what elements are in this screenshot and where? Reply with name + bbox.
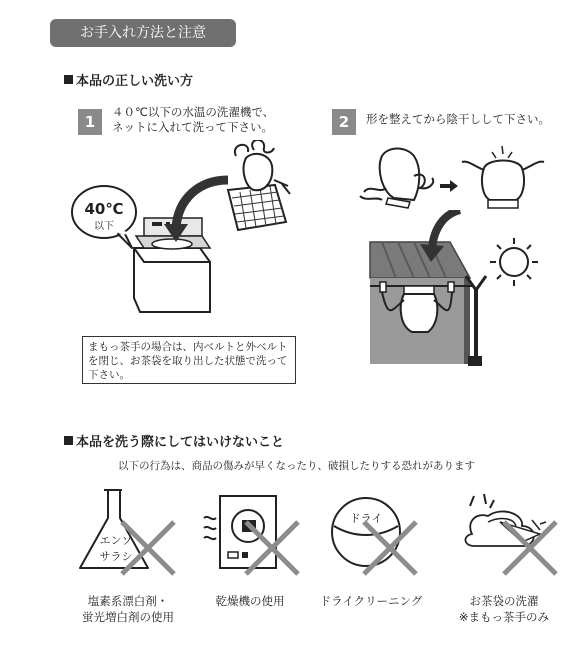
laundry-net-icon bbox=[228, 140, 290, 230]
section-heading-correct-wash bbox=[64, 70, 193, 89]
caption-bleach: 塩素系漂白剤・ 蛍光増白剤の使用 bbox=[82, 594, 174, 624]
temperature-value: 40℃ bbox=[84, 200, 124, 218]
step-1-number: 1 bbox=[78, 109, 102, 135]
temperature-sub: 以下 bbox=[94, 221, 114, 232]
flask-label-2: サラシ bbox=[99, 550, 133, 563]
shade-dry-illustration bbox=[368, 210, 558, 370]
sun-icon bbox=[490, 238, 538, 286]
section-heading-prohibited bbox=[64, 431, 284, 450]
reshaped-glove-icon bbox=[462, 146, 544, 208]
square-bullet-icon bbox=[64, 436, 73, 445]
arrow-right-icon bbox=[450, 180, 458, 192]
page-title: お手入れ方法と注意 bbox=[50, 19, 236, 47]
washing-machine-illustration bbox=[60, 140, 310, 320]
dry-cleaning-icon bbox=[332, 498, 400, 566]
square-bullet-icon bbox=[64, 75, 73, 84]
tea-bag-icon bbox=[465, 494, 546, 546]
step-2-text: 形を整えてから陰干しして下さい。 bbox=[366, 112, 550, 126]
dry-label: ドライ bbox=[349, 512, 383, 525]
note-box: まもっ茶手の場合は、内ベルトと外ベルト を閉じ、お茶袋を取り出した状態で洗って 下さい。 bbox=[82, 336, 296, 384]
caption-tea-bag: お茶袋の洗濯 ※まもっ茶手のみ bbox=[458, 594, 550, 624]
temperature-badge bbox=[72, 186, 136, 248]
flask-label-1: エンソ bbox=[99, 534, 133, 547]
prohibited-icons-row bbox=[70, 482, 570, 582]
step-1-text: ４０℃以下の水温の洗濯機で、 ネットに入れて洗って下さい。 bbox=[112, 105, 275, 134]
step-2-number: 2 bbox=[332, 109, 356, 135]
reshape-illustration bbox=[356, 140, 556, 216]
caption-dryer: 乾燥機の使用 bbox=[215, 594, 285, 608]
caption-dry-cleaning: ドライクリーニング bbox=[319, 594, 423, 608]
crumpled-glove-icon bbox=[360, 149, 433, 209]
section-heading-correct-wash-text: 本品の正しい洗い方 bbox=[76, 74, 194, 89]
section-heading-prohibited-text: 本品を洗う際にしてはいけないこと bbox=[76, 435, 285, 450]
warning-subtext: 以下の行為は、商品の傷みが早くなったり、破損したりする恐れがあります bbox=[118, 460, 475, 472]
